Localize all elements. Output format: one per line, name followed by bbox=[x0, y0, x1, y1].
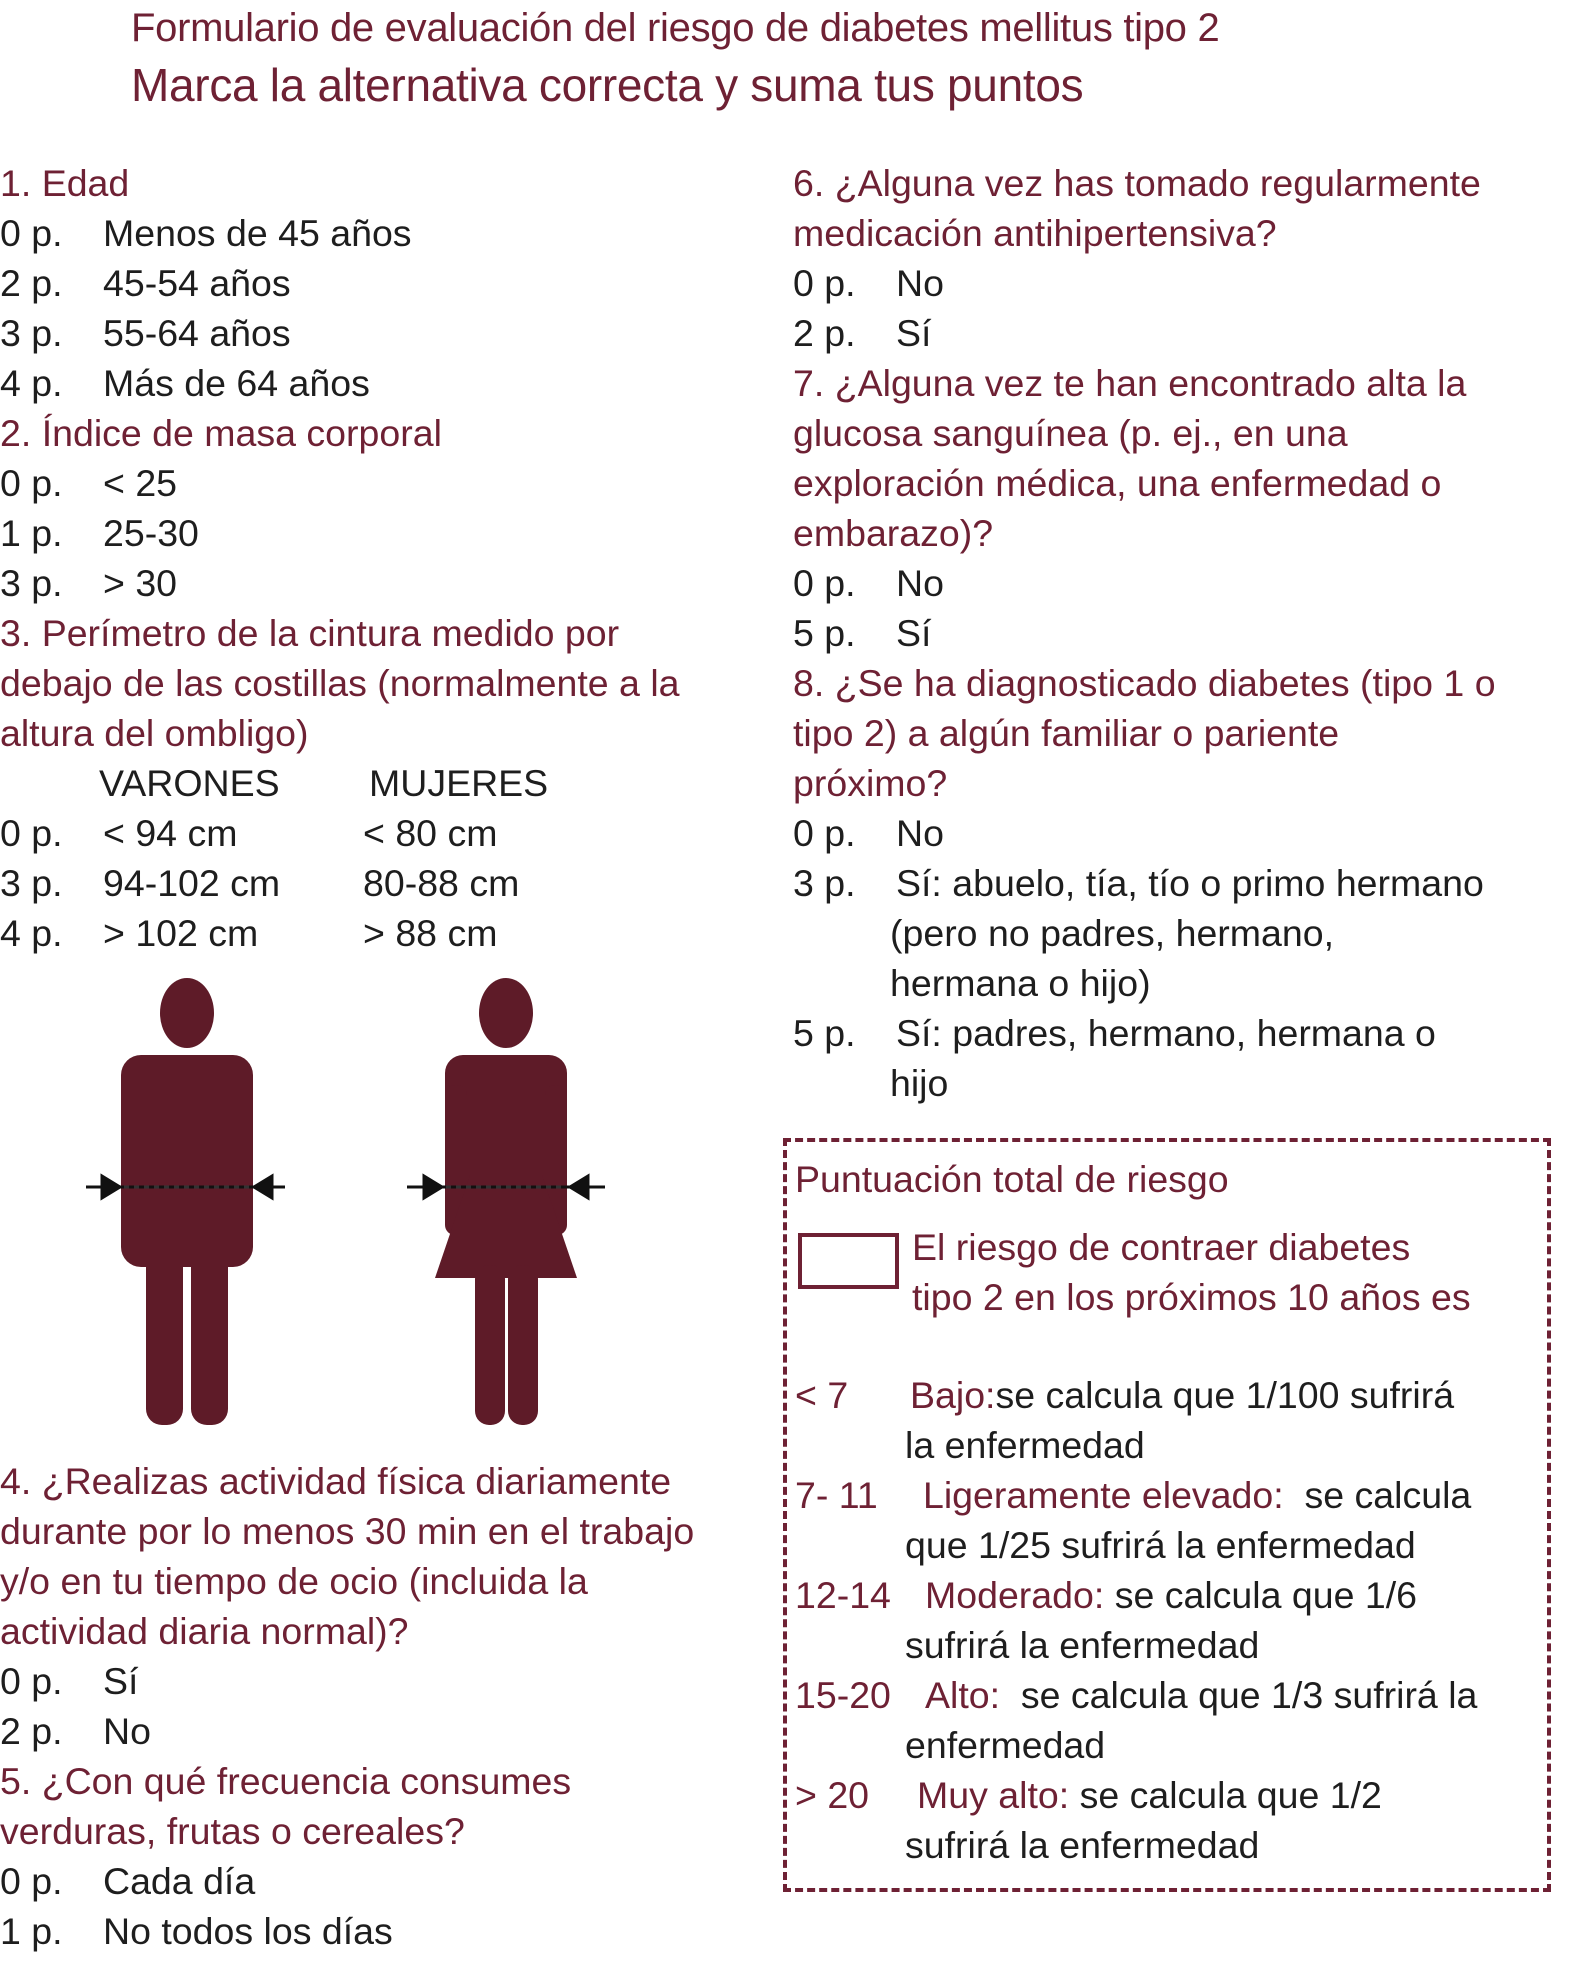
option-text: No bbox=[103, 1710, 151, 1752]
option-text: Sí bbox=[896, 612, 932, 654]
points: 0 p. bbox=[793, 812, 856, 854]
points: 1 p. bbox=[0, 1910, 63, 1952]
points: 0 p. bbox=[0, 212, 63, 254]
option-text: hijo bbox=[890, 1062, 949, 1104]
points: 3 p. bbox=[793, 862, 856, 904]
question-7-line: exploración médica, una enfermedad o bbox=[793, 462, 1442, 504]
q7-option[interactable] bbox=[793, 608, 1583, 658]
form-subtitle: Marca la alternativa correcta y suma tus puntos bbox=[131, 59, 1084, 111]
question-4-line: actividad diaria normal)? bbox=[0, 1610, 409, 1652]
risk-level-text: sufrirá la enfermedad bbox=[905, 1824, 1260, 1866]
question-7-line: glucosa sanguínea (p. ej., en una bbox=[793, 412, 1348, 454]
question-7-line: 7. ¿Alguna vez te han encontrado alta la bbox=[793, 362, 1467, 404]
risk-level-name: Alto: bbox=[925, 1674, 1001, 1716]
question-5-line: 5. ¿Con qué frecuencia consumes bbox=[0, 1760, 572, 1802]
risk-statement-line: tipo 2 en los próximos 10 años es bbox=[912, 1276, 1471, 1318]
left-column bbox=[0, 158, 770, 958]
question-8-line: próximo? bbox=[793, 762, 948, 804]
risk-level-row bbox=[795, 1670, 1555, 1770]
points: 5 p. bbox=[793, 612, 856, 654]
risk-level-row bbox=[795, 1570, 1555, 1670]
question-1: 1. Edad bbox=[0, 162, 130, 204]
question-3-line: altura del ombligo) bbox=[0, 712, 309, 754]
option-text: No bbox=[896, 262, 944, 304]
option-text: No bbox=[896, 812, 944, 854]
points: 3 p. bbox=[0, 562, 63, 604]
option-text: 25-30 bbox=[103, 512, 199, 554]
option-text: Sí bbox=[896, 312, 932, 354]
option-text: (pero no padres, hermano, bbox=[890, 912, 1335, 954]
risk-level-text: se calcula que 1/100 sufrirá bbox=[995, 1374, 1455, 1416]
q3-option[interactable] bbox=[0, 808, 770, 858]
risk-level-text: que 1/25 sufrirá la enfermedad bbox=[905, 1524, 1416, 1566]
risk-level-text: se calcula que 1/3 sufrirá la bbox=[1020, 1674, 1478, 1716]
q2-option[interactable] bbox=[0, 558, 770, 608]
risk-level-row bbox=[795, 1370, 1555, 1470]
question-3-line: debajo de las costillas (normalmente a la bbox=[0, 662, 680, 704]
risk-level-text: se calcula que 1/6 bbox=[1114, 1574, 1417, 1616]
risk-level-text: enfermedad bbox=[905, 1724, 1106, 1766]
risk-statement bbox=[912, 1222, 1552, 1322]
risk-level-name: Ligeramente elevado: bbox=[923, 1474, 1284, 1516]
question-8-line: 8. ¿Se ha diagnosticado diabetes (tipo 1 o bbox=[793, 662, 1496, 704]
question-4-line: 4. ¿Realizas actividad física diariamente bbox=[0, 1460, 672, 1502]
option-text: 55-64 años bbox=[103, 312, 291, 354]
women-value: > 88 cm bbox=[363, 912, 498, 954]
q7-option[interactable] bbox=[793, 558, 1583, 608]
option-text: Más de 64 años bbox=[103, 362, 370, 404]
option-text: 45-54 años bbox=[103, 262, 291, 304]
q5-option[interactable] bbox=[0, 1906, 790, 1956]
men-value: < 94 cm bbox=[103, 812, 238, 854]
question-4-line: durante por lo menos 30 min en el trabajo bbox=[0, 1510, 695, 1552]
q2-option[interactable] bbox=[0, 458, 770, 508]
risk-level-text: se calcula que 1/2 bbox=[1079, 1774, 1382, 1816]
q1-option[interactable] bbox=[0, 208, 770, 258]
men-header: VARONES bbox=[99, 762, 280, 804]
option-text: Sí bbox=[103, 1660, 139, 1702]
option-text: Sí: padres, hermano, hermana o bbox=[896, 1012, 1436, 1054]
form-title: Formulario de evaluación del riesgo de diabetes mellitus tipo 2 bbox=[131, 6, 1220, 50]
risk-levels-list bbox=[795, 1370, 1555, 1870]
points: 0 p. bbox=[793, 262, 856, 304]
men-value: 94-102 cm bbox=[103, 862, 281, 904]
risk-level-name: Muy alto: bbox=[917, 1774, 1070, 1816]
q4-option[interactable] bbox=[0, 1706, 790, 1756]
question-6-line: 6. ¿Alguna vez has tomado regularmente bbox=[793, 162, 1481, 204]
score-title: Puntuación total de riesgo bbox=[795, 1158, 1229, 1200]
women-value: < 80 cm bbox=[363, 812, 498, 854]
points: 4 p. bbox=[0, 362, 63, 404]
question-5-line: verduras, frutas o cereales? bbox=[0, 1810, 465, 1852]
risk-level-text: la enfermedad bbox=[905, 1424, 1145, 1466]
points: 2 p. bbox=[0, 262, 63, 304]
points: 0 p. bbox=[0, 462, 63, 504]
score-input-box[interactable] bbox=[798, 1233, 899, 1289]
points: 0 p. bbox=[793, 562, 856, 604]
points: 2 p. bbox=[0, 1710, 63, 1752]
points: 3 p. bbox=[0, 312, 63, 354]
question-4-line: y/o en tu tiempo de ocio (incluida la bbox=[0, 1560, 588, 1602]
points: 0 p. bbox=[0, 1660, 63, 1702]
q8-option[interactable] bbox=[793, 1008, 1583, 1108]
risk-level-text: se calcula bbox=[1304, 1474, 1472, 1516]
waist-figures bbox=[80, 975, 620, 1425]
option-text: No bbox=[896, 562, 944, 604]
risk-level-row bbox=[795, 1770, 1555, 1870]
points: 3 p. bbox=[0, 862, 63, 904]
q8-option[interactable] bbox=[793, 858, 1583, 1008]
women-header: MUJERES bbox=[369, 762, 549, 804]
option-text: > 30 bbox=[103, 562, 178, 604]
sex-header-row bbox=[0, 758, 770, 808]
risk-range: 7- 11 bbox=[795, 1474, 878, 1516]
risk-range: 15-20 bbox=[795, 1674, 891, 1716]
option-text: No todos los días bbox=[103, 1910, 393, 1952]
q8-option[interactable] bbox=[793, 808, 1583, 858]
risk-level-name: Moderado: bbox=[925, 1574, 1105, 1616]
points: 0 p. bbox=[0, 1860, 63, 1902]
women-value: 80-88 cm bbox=[363, 862, 520, 904]
q1-option[interactable] bbox=[0, 308, 770, 358]
left-lower-column bbox=[0, 1456, 790, 1956]
q6-option[interactable] bbox=[793, 308, 1583, 358]
q3-option[interactable] bbox=[0, 908, 770, 958]
risk-level-text: sufrirá la enfermedad bbox=[905, 1624, 1260, 1666]
question-3-line: 3. Perímetro de la cintura medido por bbox=[0, 612, 620, 654]
risk-level-row bbox=[795, 1470, 1555, 1570]
woman-figure-icon bbox=[435, 978, 577, 1425]
risk-range: < 7 bbox=[795, 1374, 849, 1416]
risk-statement-line: El riesgo de contraer diabetes bbox=[912, 1226, 1411, 1268]
points: 4 p. bbox=[0, 912, 63, 954]
man-figure-icon bbox=[121, 978, 253, 1425]
option-text: Menos de 45 años bbox=[103, 212, 412, 254]
right-column bbox=[793, 158, 1583, 1108]
risk-range: 12-14 bbox=[795, 1574, 891, 1616]
option-text: < 25 bbox=[103, 462, 178, 504]
option-text: Sí: abuelo, tía, tío o primo hermano bbox=[896, 862, 1484, 904]
points: 0 p. bbox=[0, 812, 63, 854]
q4-option[interactable] bbox=[0, 1656, 790, 1706]
points: 1 p. bbox=[0, 512, 63, 554]
q1-option[interactable] bbox=[0, 358, 770, 408]
question-2: 2. Índice de masa corporal bbox=[0, 412, 442, 454]
question-6-line: medicación antihipertensiva? bbox=[793, 212, 1277, 254]
option-text: Cada día bbox=[103, 1860, 256, 1902]
risk-range: > 20 bbox=[795, 1774, 870, 1816]
question-7-line: embarazo)? bbox=[793, 512, 994, 554]
q3-option[interactable] bbox=[0, 858, 770, 908]
q2-option[interactable] bbox=[0, 508, 770, 558]
question-8-line: tipo 2) a algún familiar o pariente bbox=[793, 712, 1340, 754]
men-value: > 102 cm bbox=[103, 912, 259, 954]
q1-option[interactable] bbox=[0, 258, 770, 308]
risk-level-name: Bajo: bbox=[910, 1374, 996, 1416]
points: 5 p. bbox=[793, 1012, 856, 1054]
q6-option[interactable] bbox=[793, 258, 1583, 308]
q5-option[interactable] bbox=[0, 1856, 790, 1906]
option-text: hermana o hijo) bbox=[890, 962, 1151, 1004]
points: 2 p. bbox=[793, 312, 856, 354]
